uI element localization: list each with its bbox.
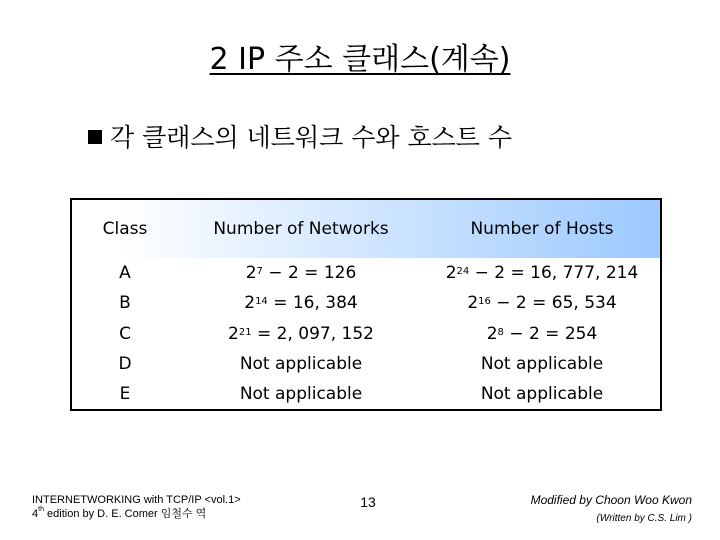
table-row <box>72 288 660 318</box>
power-base: 2 <box>228 323 239 344</box>
table-row <box>72 318 660 348</box>
value-rest: − 2 = 126 <box>262 263 357 284</box>
hosts-cell: Not applicable <box>480 353 604 374</box>
edition-suffix: th <box>38 506 44 514</box>
bullet-item <box>88 118 512 154</box>
power-base: 2 <box>445 263 457 284</box>
square-bullet-icon <box>88 130 102 144</box>
edition-number: 4 <box>32 508 39 520</box>
hosts-cell: 2 $^{16}$ − 2 = 65, 534 <box>467 293 617 314</box>
networks-cell: 2 $^7$ − 2 = 126 <box>245 263 357 284</box>
networks-cell: 2 $^{21}$ = 2, 097, 152 <box>228 323 374 344</box>
value-rest: − 2 = 16, 777, 214 <box>469 263 639 284</box>
class-cell: E <box>119 383 131 404</box>
power-base: 2 <box>245 263 257 284</box>
header-networks: Number of Networks <box>213 219 389 239</box>
class-cell: C <box>119 323 131 344</box>
table-row <box>72 349 660 379</box>
hosts-cell: 2 $^{24}$ − 2 = 16, 777, 214 <box>445 263 639 284</box>
hosts-cell: Not applicable <box>480 383 604 404</box>
networks-cell: Not applicable <box>239 383 363 404</box>
footer-credit-line2: (Written by C.S. Lim ) <box>596 513 692 524</box>
footer-citation <box>32 493 241 521</box>
power-base: 2 <box>244 293 256 314</box>
networks-cell: Not applicable <box>239 353 363 374</box>
header-class: Class <box>102 219 148 239</box>
hosts-cell: 2 $^8$ − 2 = 254 <box>486 323 598 344</box>
power-base: 2 <box>486 323 498 344</box>
ip-class-table <box>70 198 662 411</box>
value-rest: = 16, 384 <box>267 293 358 314</box>
table-row <box>72 258 660 288</box>
networks-cell: 2 $^{14}$ = 16, 384 <box>244 293 358 314</box>
value-rest: = 2, 097, 152 <box>251 323 374 344</box>
edition-rest: edition by D. E. Comer 임철수 역 <box>43 508 207 520</box>
slide-title: 2 IP 주소 클래스(계속) <box>209 42 511 77</box>
footer-credit-line1: Modified by Choon Woo Kwon <box>530 493 692 507</box>
footer-credit <box>531 493 692 530</box>
class-cell: D <box>118 353 132 374</box>
table-header-row <box>72 200 660 258</box>
table-body <box>72 258 660 409</box>
class-cell: A <box>119 263 131 284</box>
power-base: 2 <box>467 293 479 314</box>
footer-citation-line1: INTERNETWORKING with TCP/IP <vol.1> <box>32 494 241 506</box>
bullet-text: 각 클래스의 네트워크 수와 호스트 수 <box>110 123 512 152</box>
value-rest: − 2 = 65, 534 <box>490 293 617 314</box>
page-number: 13 <box>360 494 376 510</box>
header-hosts: Number of Hosts <box>470 219 614 239</box>
table-row <box>72 379 660 409</box>
class-cell: B <box>119 293 131 314</box>
value-rest: − 2 = 254 <box>503 323 598 344</box>
footer-citation-line2 <box>32 507 241 521</box>
